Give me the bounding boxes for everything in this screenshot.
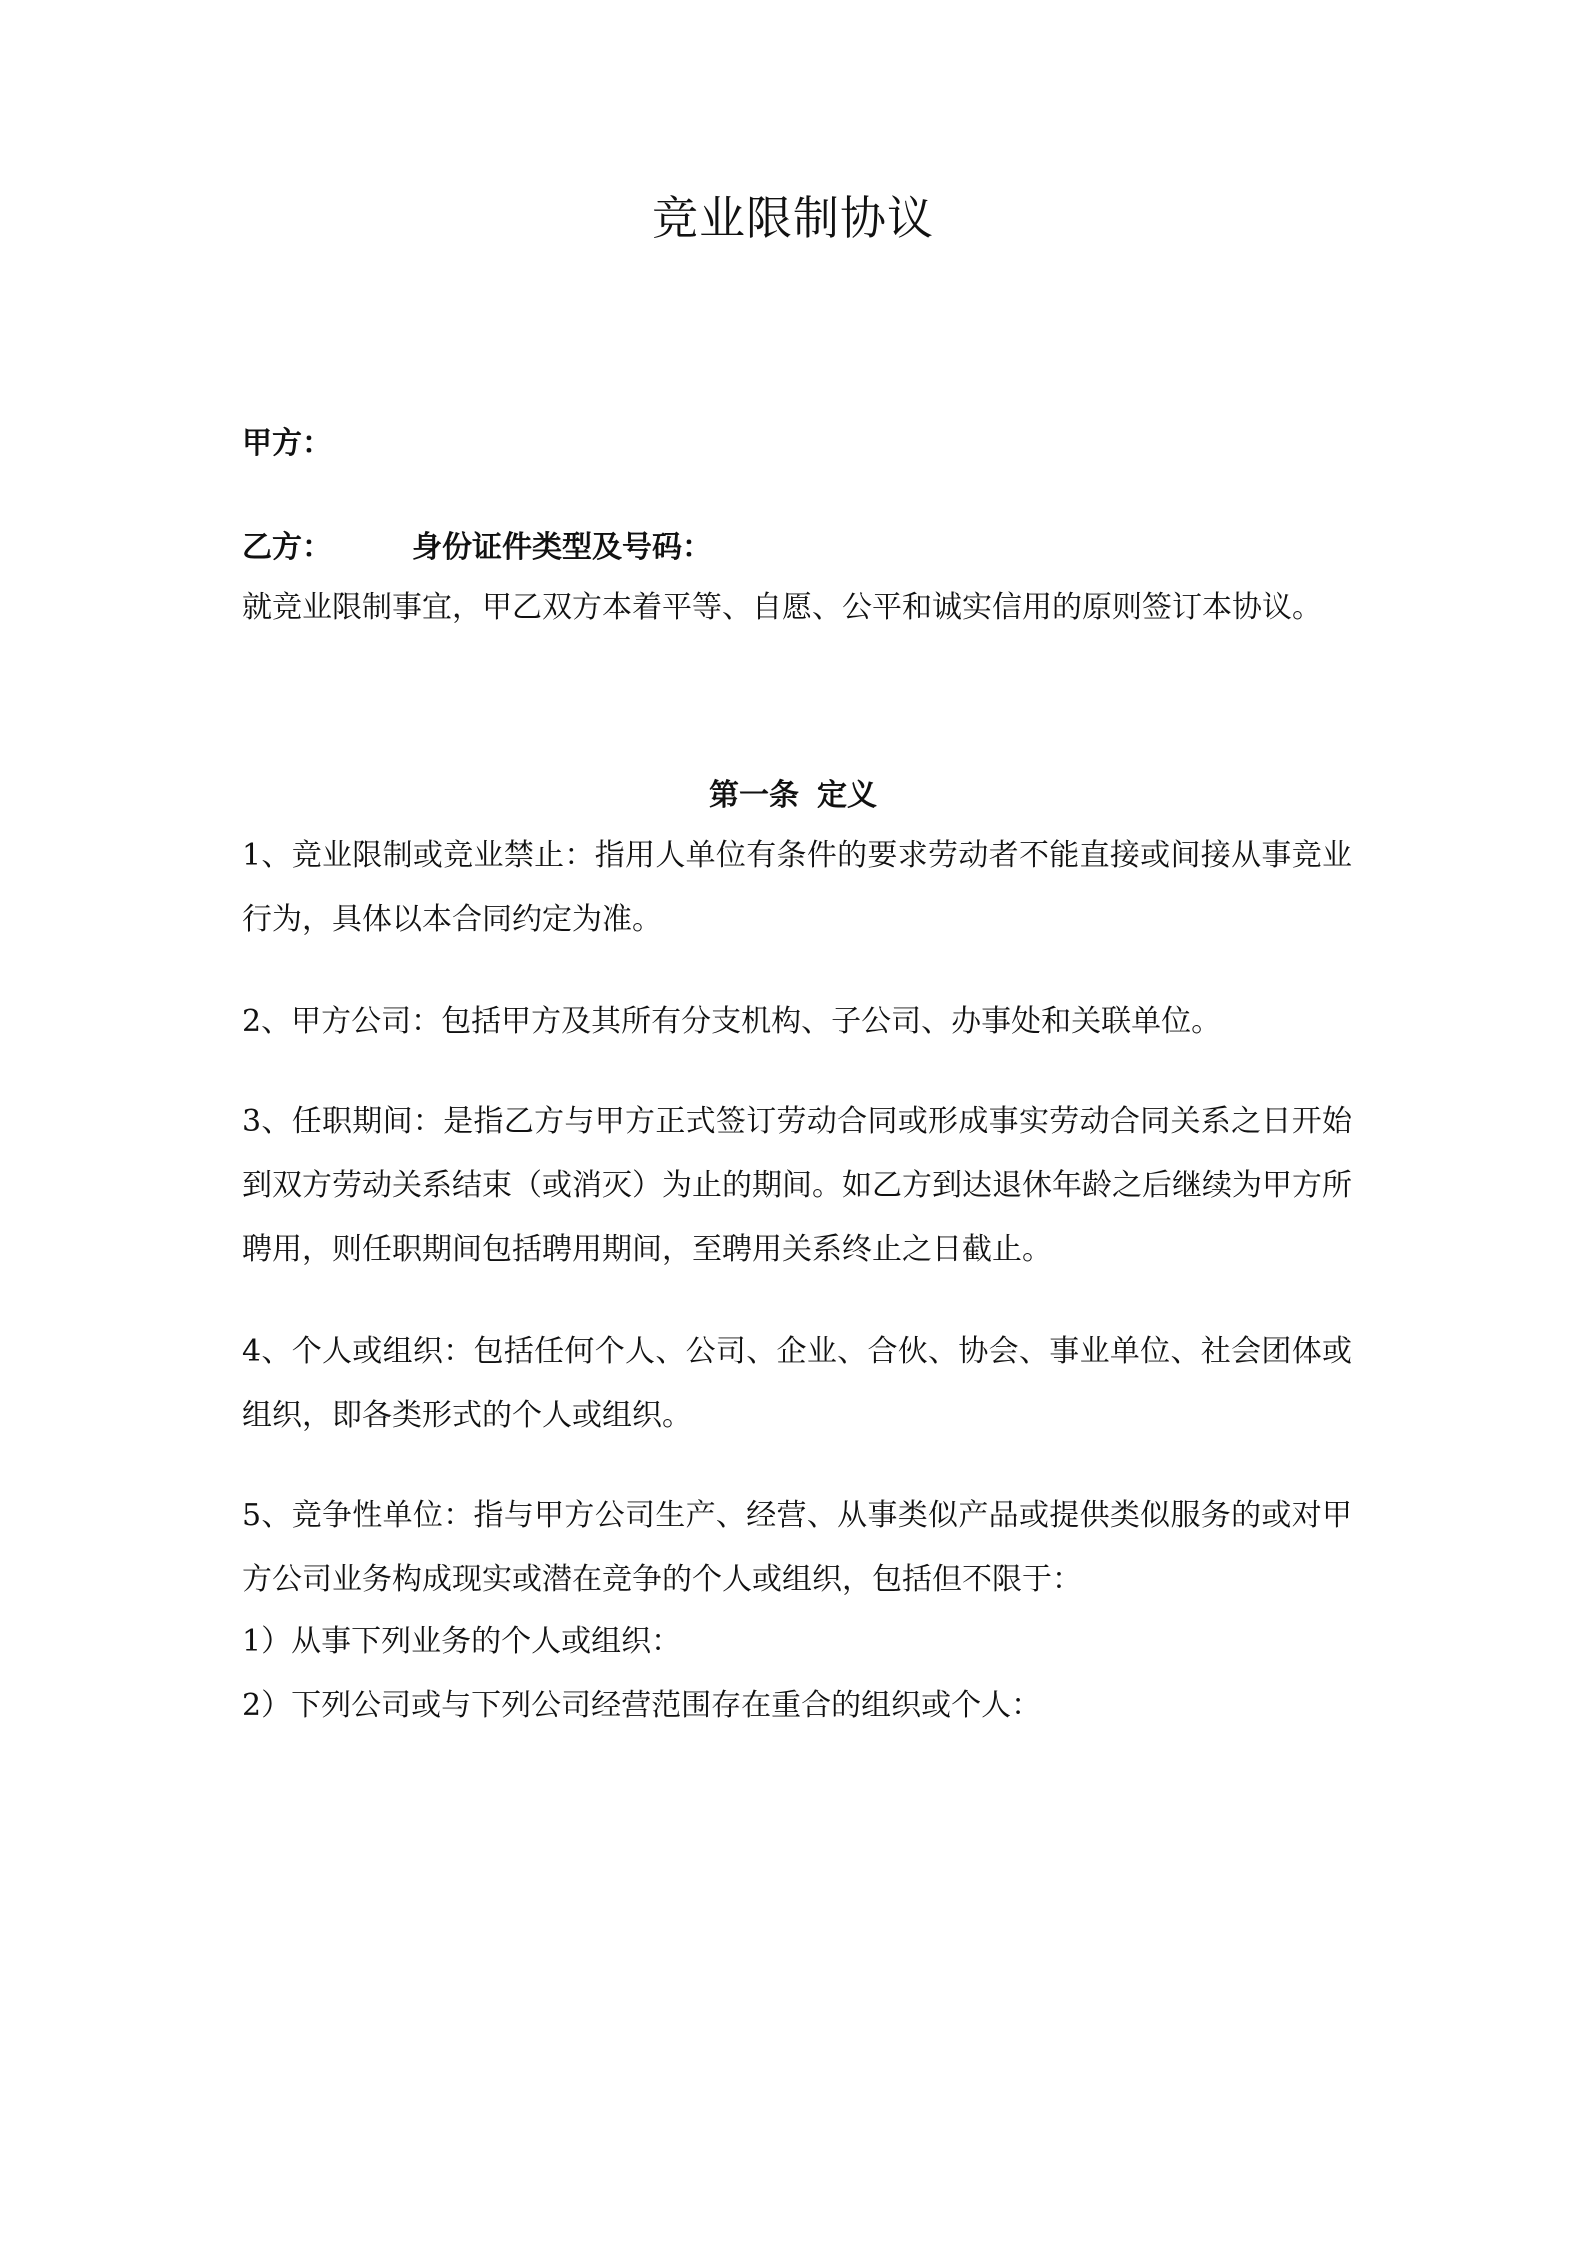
sub-item: 1）从事下列业务的个人或组织： (242, 1624, 682, 1659)
article-number: 第一条 (709, 778, 799, 813)
definition-item: 5、竞争性单位：指与甲方公司生产、经营、从事类似产品或提供类似服务的或对甲方公司业务构成现实或潜在竞争的个人或组织，包括但不限于： (242, 1498, 1352, 1597)
party-b-label: 乙方： (242, 530, 332, 565)
article-1-heading (0, 776, 1586, 816)
definition-item: 2、甲方公司：包括甲方及其所有分支机构、子公司、办事处和关联单位。 (242, 1004, 1222, 1039)
definition-item: 1、竞业限制或竞业禁止：指用人单位有条件的要求劳动者不能直接或间接从事竞业行为，具体以本合同约定为准。 (242, 838, 1352, 937)
document-title: 竞业限制协议 (652, 191, 934, 245)
intro-paragraph: 就竞业限制事宜，甲乙双方本着平等、自愿、公平和诚实信用的原则签订本协议。 (242, 590, 1322, 625)
definition-item: 3、任职期间：是指乙方与甲方正式签订劳动合同或形成事实劳动合同关系之日开始到双方劳动关系结束（或消灭）为止的期间。如乙方到达退休年龄之后继续为甲方所聘用，则任职期间包括聘用期间，至聘用关系终止之日截止。 (242, 1104, 1352, 1267)
article-title: 定义 (817, 778, 877, 813)
party-b-row (242, 528, 712, 568)
party-a-label: 甲方： (242, 426, 332, 461)
sub-item: 2）下列公司或与下列公司经营范围存在重合的组织或个人： (242, 1688, 1042, 1723)
definition-item: 4、个人或组织：包括任何个人、公司、企业、合伙、协会、事业单位、社会团体或组织，即各类形式的个人或组织。 (242, 1334, 1352, 1433)
id-type-label: 身份证件类型及号码： (412, 530, 712, 565)
